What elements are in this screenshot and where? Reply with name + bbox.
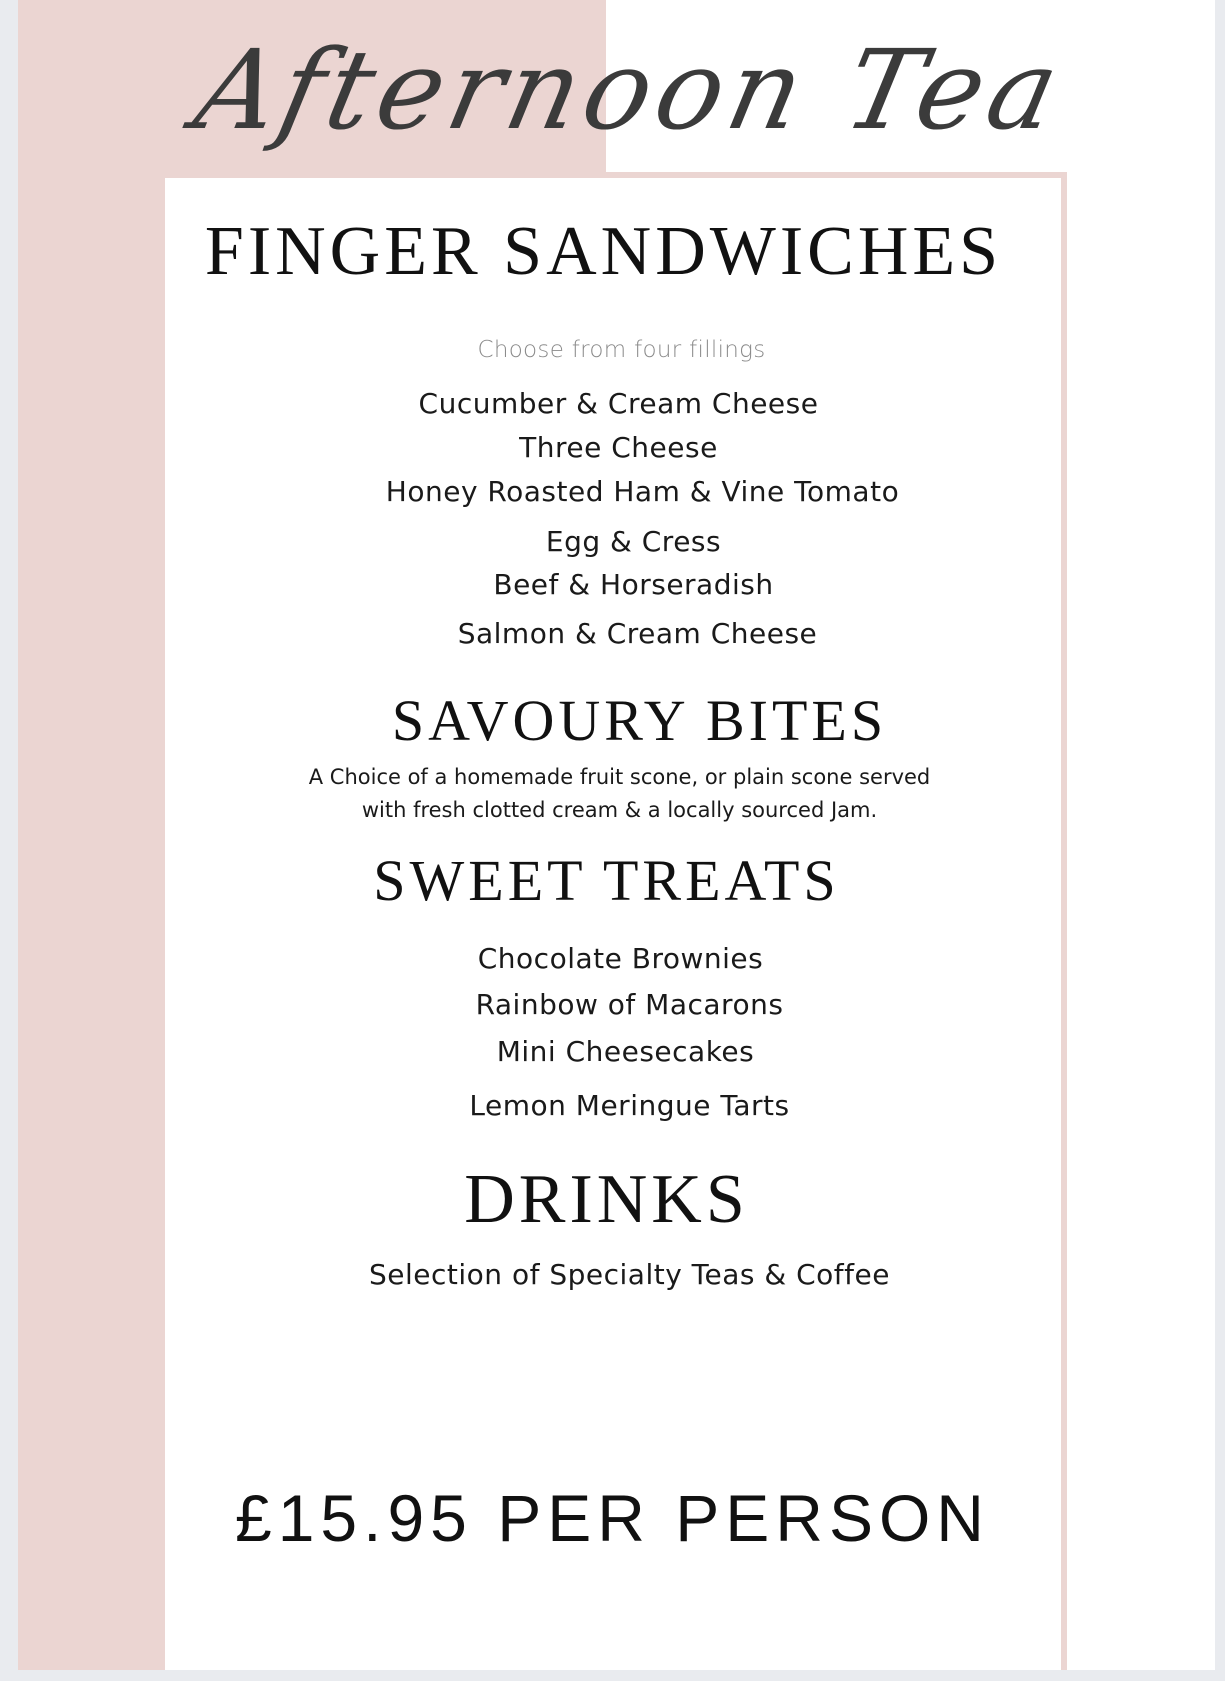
savoury-description-line2: with fresh clotted cream & a locally sourced Jam. [361, 798, 878, 822]
sandwich-item: Egg & Cress [545, 525, 722, 558]
sandwiches-subheading: Choose from four fillings [477, 337, 766, 363]
drinks-heading: DRINKS [464, 1161, 749, 1238]
sandwiches-heading: FINGER SANDWICHES [204, 213, 1003, 290]
savoury-description-line1: A Choice of a homemade fruit scone, or plain scone served [308, 765, 931, 789]
savoury-heading: SAVOURY BITES [391, 688, 888, 753]
sandwich-item: Cucumber & Cream Cheese [418, 387, 819, 420]
menu-title: Afternoon Tea [185, 26, 1075, 154]
sandwich-item: Beef & Horseradish [493, 568, 774, 601]
price-text: £15.95 PER PERSON [235, 1481, 990, 1555]
sweet-item: Chocolate Brownies [477, 942, 764, 975]
sandwich-item: Honey Roasted Ham & Vine Tomato [385, 475, 900, 508]
sandwich-item: Salmon & Cream Cheese [457, 617, 818, 650]
sweet-heading: SWEET TREATS [373, 848, 840, 913]
drinks-item: Selection of Specialty Teas & Coffee [369, 1258, 890, 1291]
sweet-item: Lemon Meringue Tarts [469, 1089, 790, 1122]
sweet-item: Rainbow of Macarons [475, 988, 784, 1021]
sweet-item: Mini Cheesecakes [496, 1035, 755, 1068]
sandwich-item: Three Cheese [519, 431, 718, 464]
